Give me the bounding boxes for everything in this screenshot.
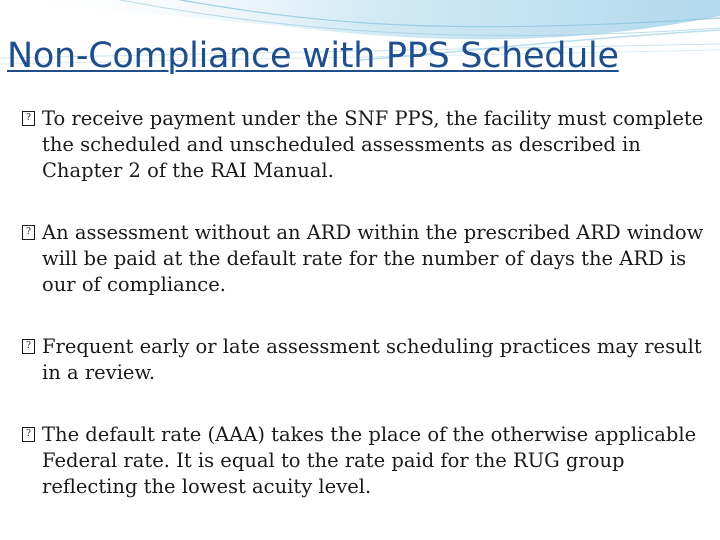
bullet-item [22,334,710,386]
missing-glyph-bullet-icon: ? [22,225,35,240]
missing-glyph-bullet-icon: ? [22,339,35,354]
bullet-text: To receive payment under the SNF PPS, the facility must complete the scheduled and unscheduled assessments as described in Chapter 2 of the RAI Manual. [42,107,704,182]
bullet-item [22,106,710,184]
bullet-text: The default rate (AAA) takes the place of the otherwise applicable Federal rate. It is equal to the rate paid for the RUG group reflecting the lowest acuity level. [42,423,697,498]
slide-title: Non-Compliance with PPS Schedule [7,36,619,76]
bullet-list [22,106,710,500]
bullet-text: Frequent early or late assessment scheduling practices may result in a review. [42,335,702,384]
missing-glyph-bullet-icon: ? [22,427,35,442]
missing-glyph-bullet-icon: ? [22,111,35,126]
bullet-text: An assessment without an ARD within the prescribed ARD window will be paid at the default rate for the number of days the ARD is our of compliance. [42,221,704,296]
bullet-item [22,422,710,500]
bullet-item [22,220,710,298]
